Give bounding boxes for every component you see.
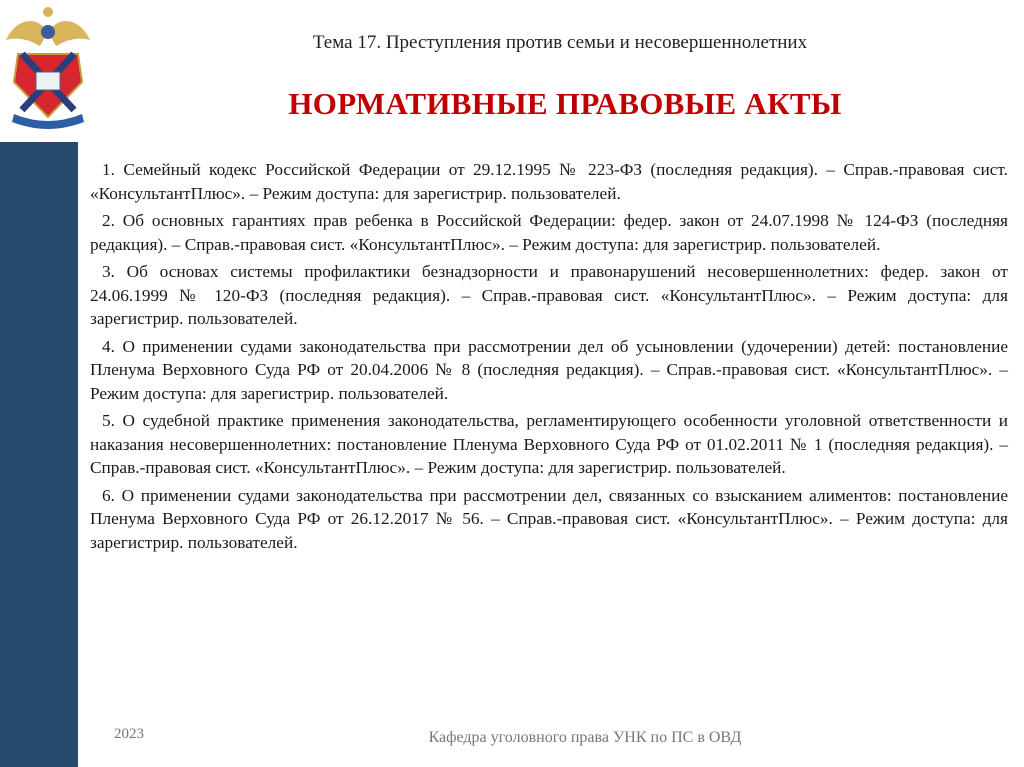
sidebar-bar	[0, 142, 78, 767]
list-item: 5. О судебной практике применения законодательства, регламентирующего особенности уголовной ответственности и наказания несовершеннолетних: постановление Пленума Верховного Суда РФ от 01.02.2011 № 1 (последняя редакция). – Справ.-правовая сист. «КонсультантПлюс». – Режим доступа: для зарегистрир. пользователей.	[90, 411, 1008, 477]
list-item: 2. Об основных гарантиях прав ребенка в Российской Федерации: федер. закон от 24.07.1998 № 124-ФЗ (последняя редакция). – Справ.-правовая сист. «КонсультантПлюс». – Режим доступа: для зарегистрир. пользователей.	[90, 211, 1008, 254]
slide-title: НОРМАТИВНЫЕ ПРАВОВЫЕ АКТЫ	[288, 86, 842, 121]
emblem-logo	[4, 2, 92, 132]
footer-department: Кафедра уголовного права УНК по ПС в ОВД	[428, 729, 742, 746]
list-item: 3. Об основах системы профилактики безнадзорности и правонарушений несовершеннолетних: федер. закон от 24.06.1999 № 120-ФЗ (последняя редакция). – Справ.-правовая сист. «КонсультантПлюс». – Режим доступа: для зарегистрир. пользователей.	[90, 262, 1008, 328]
list-item: 6. О применении судами законодательства при рассмотрении дел, связанных со взысканием алиментов: постановление Пленума Верховного Суда РФ от 26.12.2017 № 56. – Справ.-правовая сист. «КонсультантПлюс». – Режим доступа: для зарегистрир. пользователей.	[90, 485, 1008, 552]
list-item: 4. О применении судами законодательства при рассмотрении дел об усыновлении (удочерении) детей: постановление Пленума Верховного Суда РФ от 20.04.2006 № 8 (последняя редакция). – Справ.-правовая сист. «КонсультантПлюс». – Режим доступа: для зарегистрир. пользователей.	[90, 336, 1008, 403]
list-item: 1. Семейный кодекс Российской Федерации от 29.12.1995 № 223-ФЗ (последняя редакция). – Справ.-правовая сист. «КонсультантПлюс». – Режим доступа: для зарегистрир. пользователей.	[90, 160, 1008, 203]
legal-acts-list	[90, 158, 1008, 558]
topic-heading: Тема 17. Преступления против семьи и несовершеннолетних	[312, 32, 808, 53]
footer-year: 2023	[114, 726, 144, 742]
